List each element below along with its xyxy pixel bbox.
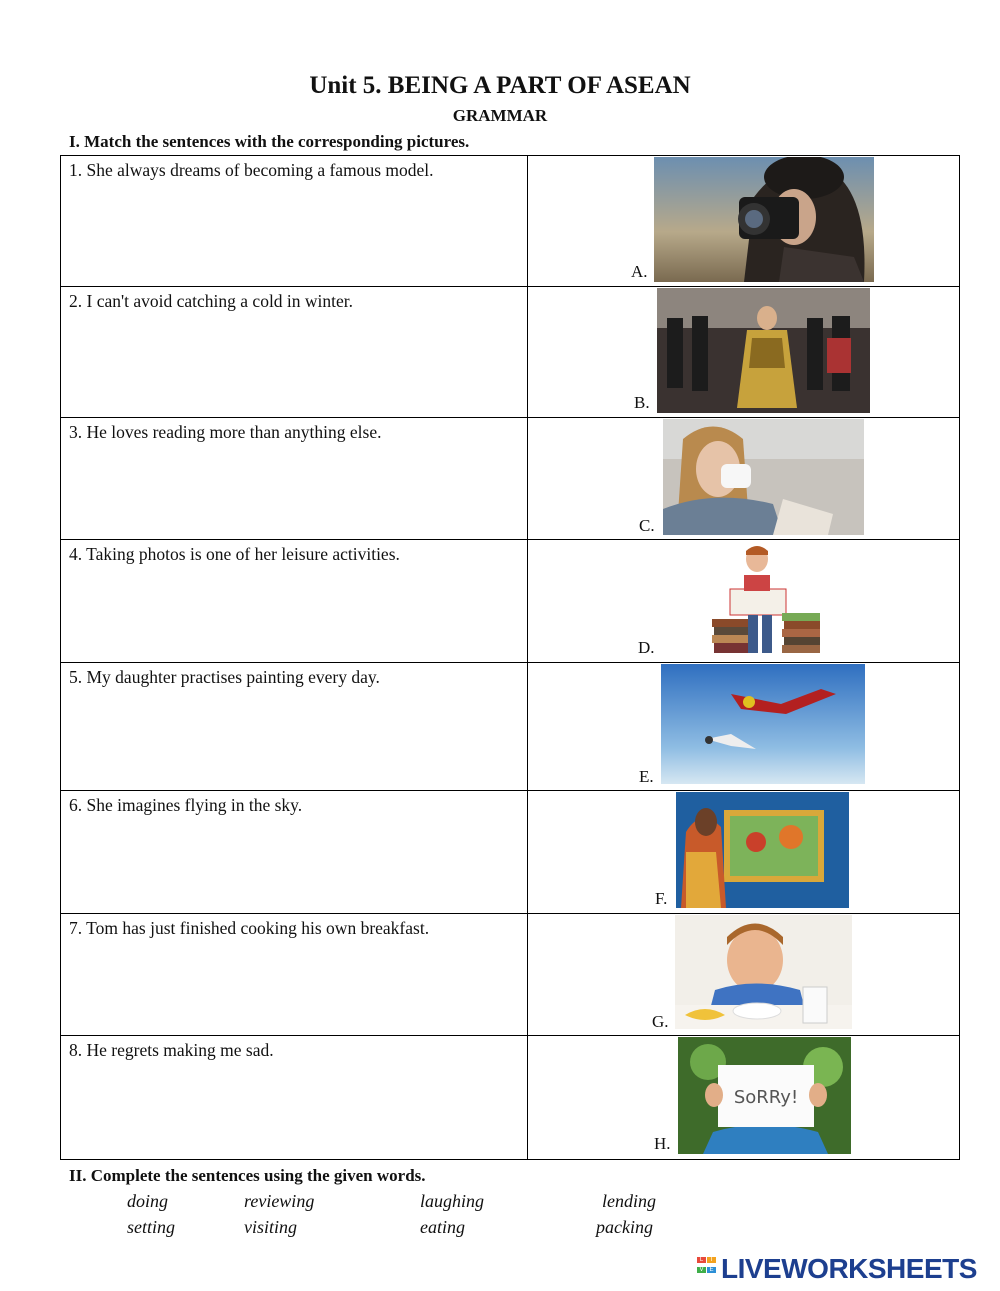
sorry-sign-text: SoRRy! <box>733 1087 799 1108</box>
word-bank-item: visiting <box>244 1217 297 1237</box>
picture-cell-c <box>528 418 960 540</box>
word-bank-item: doing <box>127 1191 169 1211</box>
section1-heading: I. Match the sentences with the corresponding pictures. <box>69 132 470 151</box>
letter-b: B. <box>634 393 650 412</box>
photo-boy-eating <box>675 915 852 1029</box>
picture-cell-d <box>528 540 960 663</box>
photo-boy-reading <box>662 541 866 657</box>
letter-f: F. <box>655 889 668 908</box>
sentence-1: 1. She always dreams of becoming a famous model. <box>61 156 528 287</box>
page-title: Unit 5. BEING A PART OF ASEAN <box>309 72 691 99</box>
sentence-4: 4. Taking photos is one of her leisure activities. <box>61 540 528 663</box>
sentence-8: 8. He regrets making me sad. <box>61 1036 528 1160</box>
picture-cell-b <box>528 287 960 418</box>
liveworksheets-logo <box>697 1253 997 1287</box>
letter-c: C. <box>639 516 655 535</box>
photo-skydivers <box>661 664 865 784</box>
picture-cell-h <box>528 1036 960 1160</box>
word-bank-item: reviewing <box>244 1191 315 1211</box>
sentence-2: 2. I can't avoid catching a cold in winter. <box>61 287 528 418</box>
table-row <box>61 663 960 791</box>
table-row <box>61 418 960 540</box>
word-bank-item: packing <box>596 1217 653 1237</box>
table-row <box>61 540 960 663</box>
picture-cell-g <box>528 914 960 1036</box>
sentence-3: 3. He loves reading more than anything else. <box>61 418 528 540</box>
table-row <box>61 791 960 914</box>
word-bank-item: eating <box>420 1217 465 1237</box>
table-row <box>61 914 960 1036</box>
picture-cell-a <box>528 156 960 287</box>
table-row <box>61 287 960 418</box>
word-bank-item: lending <box>602 1191 656 1211</box>
picture-cell-f <box>528 791 960 914</box>
letter-g: G. <box>652 1012 669 1031</box>
letter-d: D. <box>638 638 655 657</box>
letter-e: E. <box>639 767 654 786</box>
picture-cell-e <box>528 663 960 791</box>
letter-a: A. <box>631 262 648 281</box>
photo-sick-woman <box>663 419 864 535</box>
photo-photographer <box>654 157 874 282</box>
matching-table <box>60 155 960 1160</box>
table-row <box>61 1036 960 1160</box>
photo-sorry-sign <box>678 1037 851 1154</box>
photo-fashion-models <box>657 288 870 413</box>
logo-icon: L I V E <box>697 1257 717 1283</box>
word-bank-item: setting <box>127 1217 175 1237</box>
section2-heading: II. Complete the sentences using the given words. <box>69 1166 426 1185</box>
sentence-5: 5. My daughter practises painting every day. <box>61 663 528 791</box>
page-subtitle: GRAMMAR <box>452 106 548 125</box>
letter-h: H. <box>654 1134 671 1153</box>
photo-painter <box>676 792 849 908</box>
sentence-6: 6. She imagines flying in the sky. <box>61 791 528 914</box>
word-bank-item: laughing <box>420 1191 485 1211</box>
table-row <box>61 156 960 287</box>
logo-text: LIVEWORKSHEETS <box>721 1253 977 1284</box>
sentence-7: 7. Tom has just finished cooking his own breakfast. <box>61 914 528 1036</box>
